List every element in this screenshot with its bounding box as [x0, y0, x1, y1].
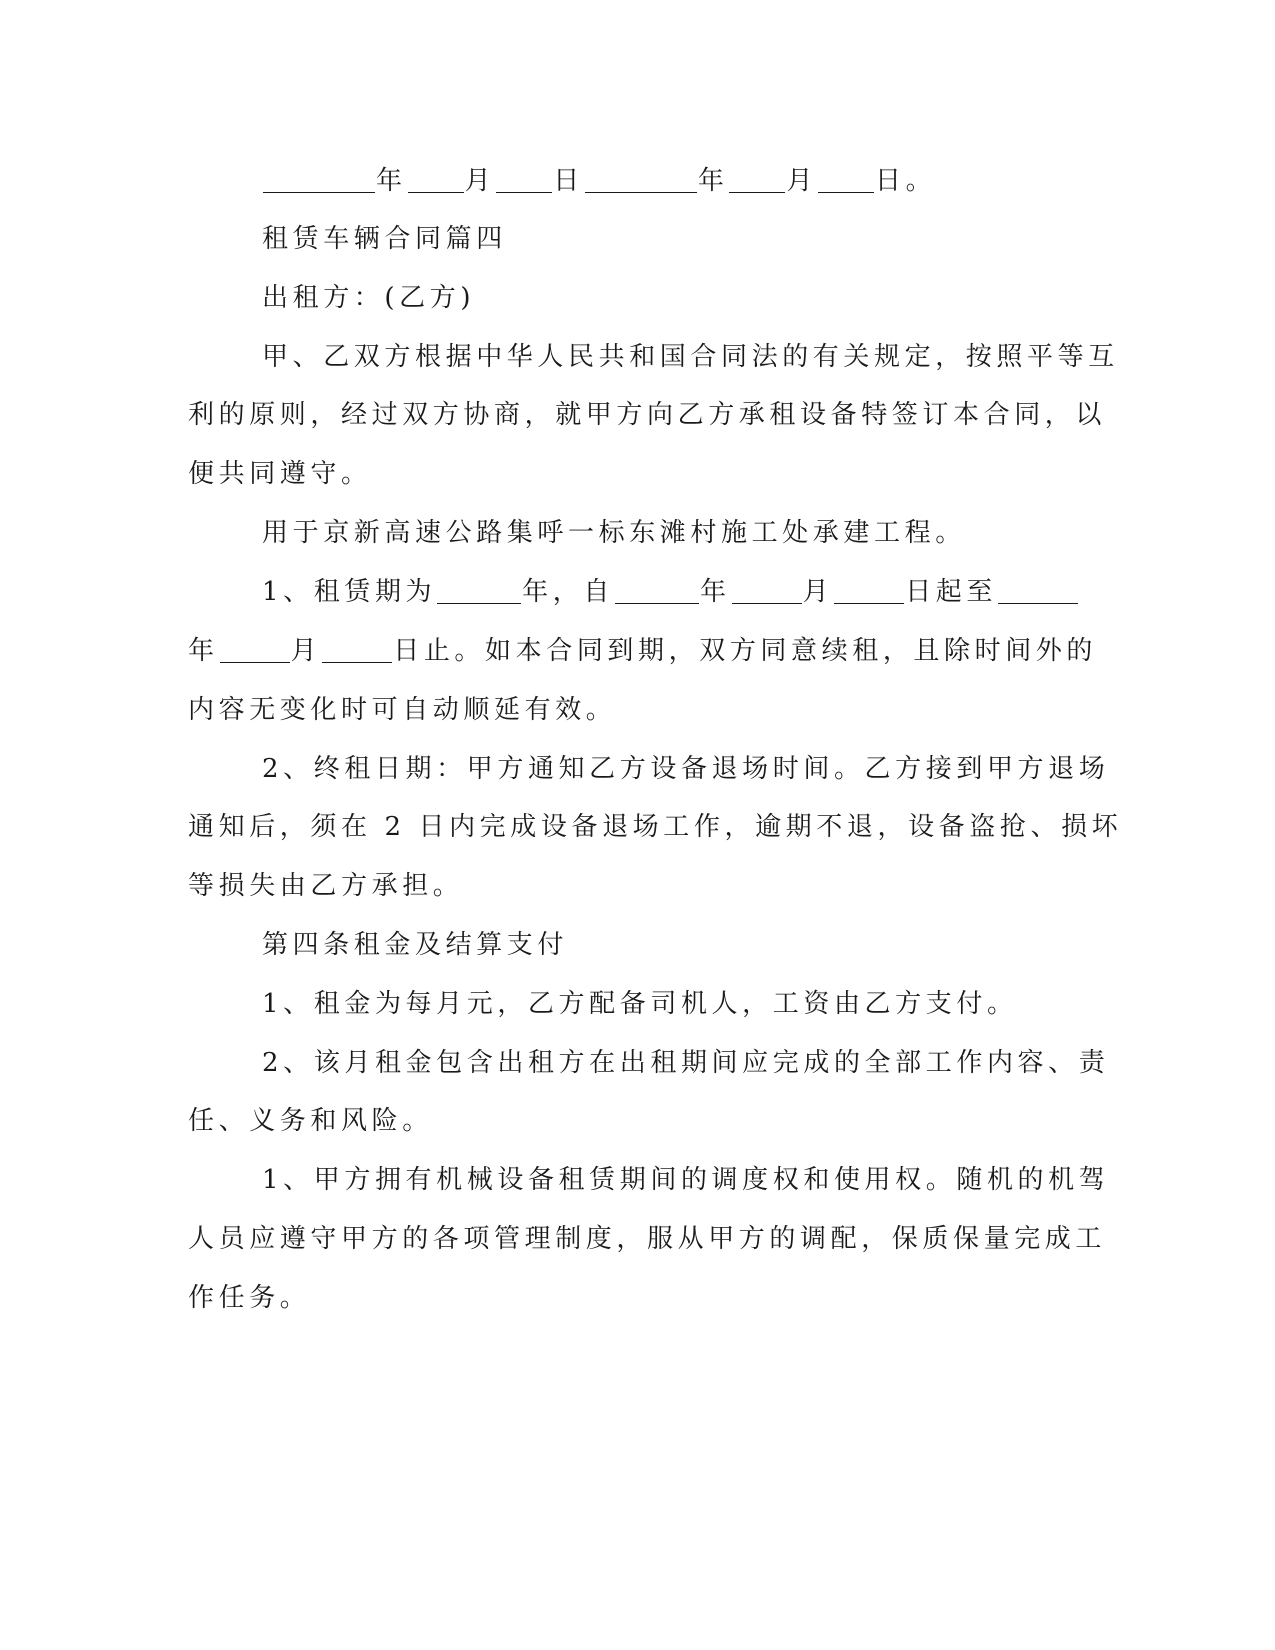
usage-line: 用于京新高速公路集呼一标东滩村施工处承建工程。: [262, 518, 966, 548]
blank-term-years: [437, 577, 521, 604]
rent-clause-2-line-2: 任、义务和风险。: [188, 1106, 433, 1136]
blank-day-1: [496, 166, 552, 193]
date-line: [262, 166, 1162, 196]
article-4-title: 第四条租金及结算支付: [262, 930, 569, 960]
term-line-2: [188, 636, 1098, 666]
term-year-c: 年: [188, 636, 219, 666]
rent-clause-1: 1、租金为每月元，乙方配备司机人，工资由乙方支付。: [262, 989, 1018, 1019]
term-year-a: 年，自: [522, 577, 614, 607]
blank-end-day: [322, 636, 392, 663]
date-day-1: 日: [553, 166, 584, 196]
blank-month-2: [729, 166, 785, 193]
end-date-line-3: 等损失由乙方承担。: [188, 871, 464, 901]
term-year-b: 年: [699, 577, 731, 607]
term-prefix: 1、租赁期为: [262, 577, 437, 607]
blank-year-1: [263, 166, 375, 193]
date-year-1: 年: [376, 166, 407, 196]
blank-day-2: [818, 166, 874, 193]
rent-clause-2-line-1: 2、该月租金包含出租方在出租期间应完成的全部工作内容、责: [262, 1048, 1110, 1078]
rights-line-1: 1、甲方拥有机械设备租赁期间的调度权和使用权。随机的机驾: [262, 1165, 1110, 1195]
end-date-line-1: 2、终租日期：甲方通知乙方设备退场时间。乙方接到甲方退场: [262, 754, 1110, 784]
lessor-line: 出租方：(乙方): [262, 283, 476, 313]
term-day-b: 日起至: [905, 577, 997, 607]
section-heading: 租赁车辆合同篇四: [262, 224, 507, 254]
date-year-2: 年: [697, 166, 729, 196]
term-rest: 日止。如本合同到期，双方同意续租，且除时间外的: [393, 636, 1098, 666]
intro-line-3: 便共同遵守。: [188, 459, 372, 489]
rights-line-2: 人员应遵守甲方的各项管理制度，服从甲方的调配，保质保量完成工: [188, 1224, 1107, 1254]
term-line-1: [262, 577, 1162, 607]
term-month-c: 月: [290, 636, 322, 666]
date-month-1: 月: [464, 166, 496, 196]
blank-start-year: [615, 577, 699, 604]
blank-month-1: [408, 166, 464, 193]
blank-end-month: [220, 636, 290, 663]
date-month-2: 月: [786, 166, 818, 196]
blank-start-month: [732, 577, 802, 604]
blank-start-day: [834, 577, 904, 604]
term-month-b: 月: [802, 577, 834, 607]
rights-line-3: 作任务。: [188, 1283, 311, 1313]
intro-line-1: 甲、乙双方根据中华人民共和国合同法的有关规定，按照平等互: [262, 342, 1119, 372]
intro-line-2: 利的原则，经过双方协商，就甲方向乙方承租设备特签订本合同，以: [188, 400, 1107, 430]
term-line-3: 内容无变化时可自动顺延有效。: [188, 695, 617, 725]
end-date-line-2: 通知后，须在 2 日内完成设备退场工作，逾期不退，设备盗抢、损坏: [188, 812, 1123, 842]
date-day-2: 日。: [875, 166, 937, 196]
blank-end-year: [998, 577, 1078, 604]
blank-year-2: [585, 166, 697, 193]
